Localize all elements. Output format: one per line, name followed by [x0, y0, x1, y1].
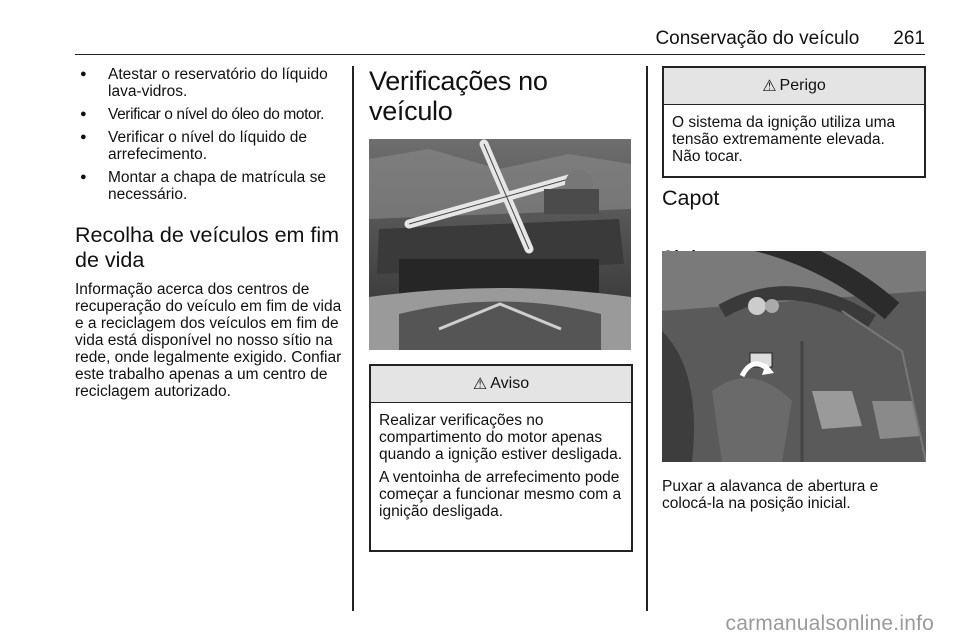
end-of-life-paragraph: Informação acerca dos centros de recuperação do veículo em fim de vida e a reciclagem dos veículos em fim de vida está disponível no nosso sítio na rede, onde legalmente exigido. Confiar este trabalho apenas a um centro de reciclagem autorizado.	[75, 281, 342, 400]
list-item: ● Verificar o nível do óleo do motor.	[75, 106, 343, 123]
header-title: Conservação do veículo	[655, 28, 860, 49]
column-divider-right	[646, 66, 648, 611]
warning-icon: ⚠	[472, 376, 488, 393]
warning-body	[371, 403, 631, 534]
watermark: carmanualsonline.info	[725, 612, 934, 635]
list-item: ● Montar a chapa de matrícula se necessário.	[75, 169, 343, 203]
page-header	[75, 28, 925, 55]
danger-label: Perigo	[779, 77, 826, 94]
engine-bay-image	[369, 139, 631, 350]
section-heading-end-of-life: Recolha de veículos em fim de vida	[75, 223, 340, 272]
section-heading-capot: Capot	[662, 186, 720, 210]
column-1	[75, 66, 343, 400]
warning-title	[371, 366, 631, 403]
column-divider-left	[352, 66, 354, 611]
list-item: ● Verificar o nível do líquido de arrefecimento.	[75, 129, 343, 163]
warning-paragraph: A ventoinha de arrefecimento pode começar a funcionar mesmo com a ignição desligada.	[379, 469, 622, 520]
warning-box	[369, 364, 633, 552]
danger-icon: ⚠	[762, 78, 777, 95]
warning-paragraph: Realizar verificações no compartimento do motor apenas quando a ignição estiver desligada.	[379, 412, 623, 463]
section-heading-vehicle-checks: Verificações no veículo	[369, 66, 548, 126]
danger-paragraph: O sistema da ignição utiliza uma tensão extremamente elevada. Não tocar.	[672, 114, 896, 165]
danger-title	[664, 68, 924, 105]
warning-label: Aviso	[490, 375, 530, 392]
checklist	[75, 66, 343, 203]
list-item: ● Atestar o reservatório do líquido lava-vidros.	[75, 66, 343, 100]
hood-release-image	[662, 251, 926, 462]
danger-body	[664, 105, 924, 179]
danger-box	[662, 66, 926, 178]
hood-release-caption: Puxar a alavanca de abertura e colocá-la na posição inicial.	[662, 478, 879, 512]
page-number: 261	[893, 28, 925, 49]
